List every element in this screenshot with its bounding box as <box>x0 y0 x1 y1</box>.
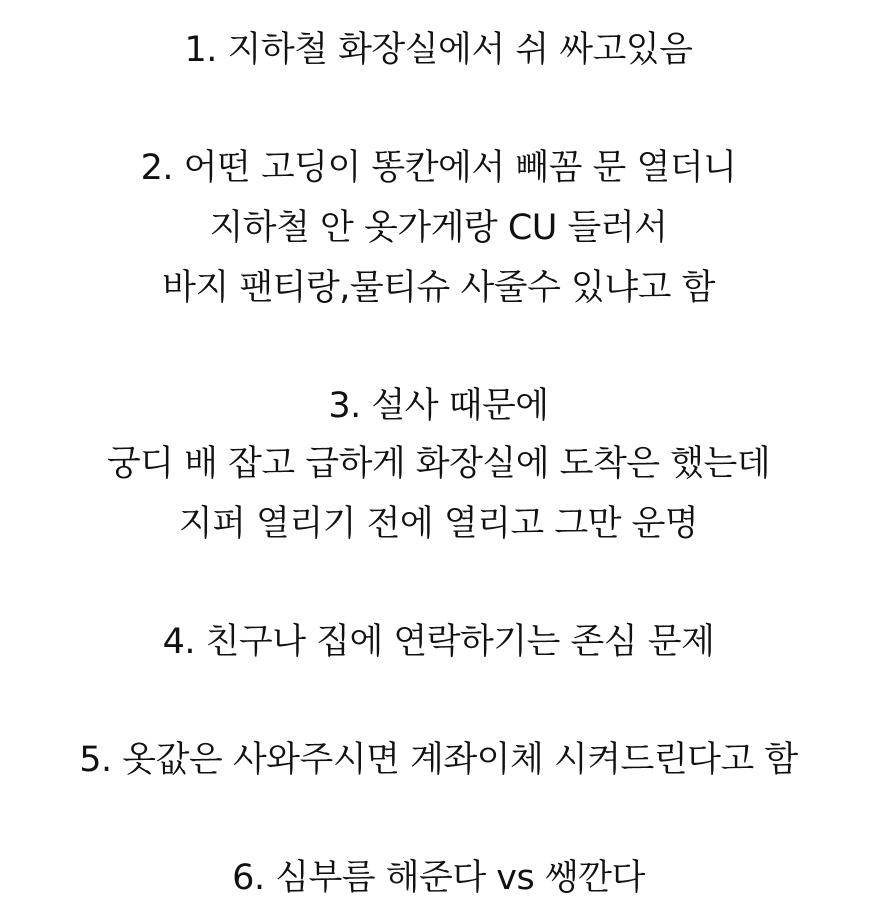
item-6-line-1: 6. 심부름 해준다 vs 쌩깐다 <box>232 858 645 898</box>
item-2-line-1: 2. 어떤 고딩이 똥칸에서 빼꼼 문 열더니 <box>140 148 737 188</box>
item-2-line-3: 바지 팬티랑,물티슈 사줄수 있냐고 함 <box>162 268 715 308</box>
item-3-line-1: 3. 설사 때문에 <box>328 386 549 426</box>
item-2-line-2: 지하철 안 옷가게랑 CU 들러서 <box>209 208 668 248</box>
item-3-line-2: 궁디 배 잡고 급하게 화장실에 도착은 했는데 <box>106 444 771 484</box>
item-4-line-1: 4. 친구나 집에 연락하기는 존심 문제 <box>162 622 715 662</box>
item-1-line-1: 1. 지하철 화장실에서 쉬 싸고있음 <box>184 30 693 70</box>
item-3-line-3: 지퍼 열리기 전에 열리고 그만 운명 <box>178 504 699 544</box>
item-5-line-1: 5. 옷값은 사와주시면 계좌이체 시켜드린다고 함 <box>79 740 798 780</box>
